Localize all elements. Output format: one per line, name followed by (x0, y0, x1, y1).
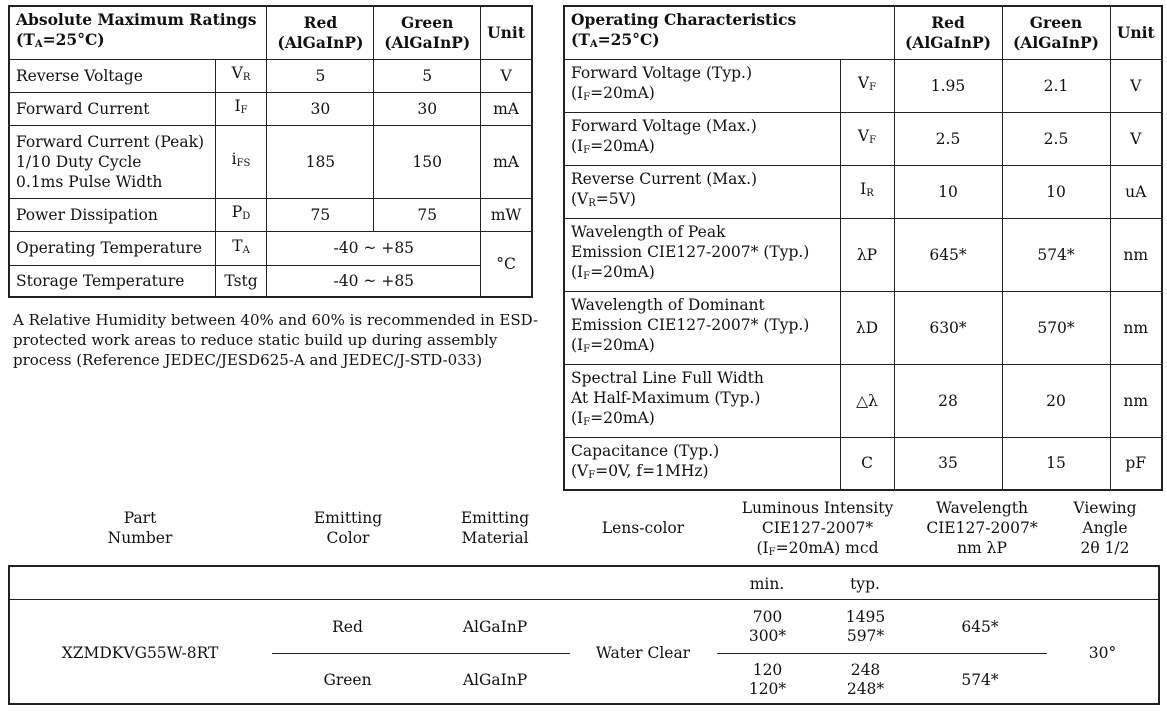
param-cell: Capacitance (Typ.) ($V_F=0V$, f=1MHz) (564, 437, 840, 490)
typ-green: 248 248* (846, 661, 885, 698)
lens-color-header: Lens-color (601, 519, 685, 537)
typ-subheader: typ. (850, 575, 880, 593)
green-value: 2.1 (1002, 59, 1110, 112)
symbol-cell: $i_{FS}$ (215, 125, 267, 198)
amr-row-operating-temperature (9, 231, 532, 265)
opc-row-vf-typ (564, 59, 1162, 112)
param-cell: Storage Temperature (9, 265, 215, 297)
symbol-cell: Tstg (215, 265, 267, 297)
color-red: Red (332, 618, 363, 636)
unit-cell: nm (1110, 218, 1162, 291)
green-value: 10 (1002, 165, 1110, 218)
amr-row-peak-current (9, 125, 532, 198)
opc-green-header: Green (AlGaInP) (1002, 6, 1110, 59)
red-value: 35 (894, 437, 1002, 490)
symbol-cell: $V_F$ (840, 59, 894, 112)
wavelength-red: 645* (961, 618, 999, 636)
viewing-angle-header: Viewing Angle 2θ 1/2 (1073, 499, 1137, 557)
unit-cell: nm (1110, 364, 1162, 437)
amr-row-storage-temperature (9, 265, 532, 297)
min-subheader: min. (749, 575, 785, 593)
viewing-angle-value: 30° (1088, 644, 1117, 662)
green-value: 2.5 (1002, 112, 1110, 165)
material-green: AlGaInP (462, 671, 528, 689)
typ-red: 1495 597* (845, 608, 886, 645)
amr-red-header: Red (AlGaInP) (267, 6, 374, 59)
part-number-value: XZMDKVG55W-8RT (61, 644, 219, 662)
lens-color-value: Water Clear (595, 644, 691, 662)
red-value: 28 (894, 364, 1002, 437)
green-value: 20 (1002, 364, 1110, 437)
green-value: 75 (374, 198, 481, 231)
red-value: 645* (894, 218, 1002, 291)
param-cell: Wavelength of Peak Emission CIE127-2007* (Typ.) $(I_F=20mA)$ (564, 218, 840, 291)
param-cell: Reverse Voltage (9, 59, 215, 92)
symbol-cell: C (840, 437, 894, 490)
opc-row-spectral-width (564, 364, 1162, 437)
row-divider (272, 653, 570, 654)
red-value: 30 (267, 92, 374, 125)
symbol-cell: $P_D$ (215, 198, 267, 231)
opc-condition: $(T_A=25^\circ C)$ (571, 30, 660, 51)
wavelength-green: 574* (961, 671, 999, 689)
param-cell: Power Dissipation (9, 198, 215, 231)
emitting-material-header: Emitting Material (460, 509, 530, 547)
param-cell: Forward Current (Peak) 1/10 Duty Cycle 0.1ms Pulse Width (9, 125, 215, 198)
red-value: 75 (267, 198, 374, 231)
symbol-cell: $V_R$ (215, 59, 267, 92)
unit-cell: mA (481, 92, 532, 125)
divider-line (8, 599, 1160, 600)
green-value: 150 (374, 125, 481, 198)
amr-title: Absolute Maximum Ratings (16, 10, 257, 30)
esd-humidity-note: A Relative Humidity between 40% and 60% is recommended in ESD-protected work areas to reduce static build up during assembly process (Reference JEDEC/JESD625-A and JEDEC/J-STD-033) (13, 311, 539, 369)
range-value: -40 ~ +85 (267, 231, 481, 265)
opc-unit-header: Unit (1110, 6, 1162, 59)
unit-cell: nm (1110, 291, 1162, 364)
green-value: 574* (1002, 218, 1110, 291)
symbol-cell: λD (840, 291, 894, 364)
unit-cell: V (1110, 112, 1162, 165)
green-value: 5 (374, 59, 481, 92)
param-cell: Reverse Current (Max.) $(V_R=5V)$ (564, 165, 840, 218)
param-cell: Operating Temperature (9, 231, 215, 265)
symbol-cell: $I_R$ (840, 165, 894, 218)
unit-cell: mW (481, 198, 532, 231)
green-value: 15 (1002, 437, 1110, 490)
amr-green-header: Green (AlGaInP) (374, 6, 481, 59)
absolute-maximum-ratings-table (8, 5, 533, 298)
red-value: 185 (267, 125, 374, 198)
range-value: -40 ~ +85 (267, 265, 481, 297)
min-red: 700 300* (748, 608, 787, 645)
red-value: 630* (894, 291, 1002, 364)
red-value: 2.5 (894, 112, 1002, 165)
amr-header-row (9, 6, 532, 59)
emitting-color-header: Emitting Color (313, 509, 383, 547)
color-green: Green (323, 671, 372, 689)
param-cell: Forward Voltage (Max.) $(I_F=20mA)$ (564, 112, 840, 165)
amr-row-forward-current (9, 92, 532, 125)
amr-title-cell (9, 6, 267, 59)
unit-cell: uA (1110, 165, 1162, 218)
amr-condition: $(T_A=25^\circ C)$ (16, 30, 105, 51)
temp-unit-cell: °C (481, 231, 532, 297)
opc-row-reverse-current (564, 165, 1162, 218)
row-divider (717, 653, 1047, 654)
red-value: 10 (894, 165, 1002, 218)
unit-cell: mA (481, 125, 532, 198)
opc-title: Operating Characteristics (571, 10, 797, 30)
symbol-cell: $I_F$ (215, 92, 267, 125)
material-red: AlGaInP (462, 618, 528, 636)
unit-cell: V (1110, 59, 1162, 112)
part-number-header: Part Number (107, 509, 173, 547)
symbol-cell: $T_A$ (215, 231, 267, 265)
wavelength-header: Wavelength CIE127-2007* nm λP (926, 499, 1038, 557)
param-cell: Forward Current (9, 92, 215, 125)
symbol-cell: λP (840, 218, 894, 291)
opc-row-dominant-wavelength (564, 291, 1162, 364)
unit-cell: V (481, 59, 532, 92)
opc-red-header: Red (AlGaInP) (894, 6, 1002, 59)
symbol-cell: $V_F$ (840, 112, 894, 165)
param-cell: Forward Voltage (Typ.) $(I_F=20mA)$ (564, 59, 840, 112)
symbol-cell: △λ (840, 364, 894, 437)
amr-row-reverse-voltage (9, 59, 532, 92)
param-cell: Wavelength of Dominant Emission CIE127-2007* (Typ.) $(I_F=20mA)$ (564, 291, 840, 364)
opc-row-peak-wavelength (564, 218, 1162, 291)
opc-row-capacitance (564, 437, 1162, 490)
red-value: 1.95 (894, 59, 1002, 112)
operating-characteristics-table (563, 5, 1163, 491)
green-value: 570* (1002, 291, 1110, 364)
opc-title-cell (564, 6, 894, 59)
amr-unit-header: Unit (481, 6, 532, 59)
param-cell: Spectral Line Full Width At Half-Maximum (Typ.) $(I_F=20mA)$ (564, 364, 840, 437)
opc-header-row (564, 6, 1162, 59)
luminous-intensity-header: Luminous Intensity CIE127-2007* $(I_F=20mA)$ mcd (741, 499, 894, 558)
min-green: 120 120* (748, 661, 787, 698)
opc-row-vf-max (564, 112, 1162, 165)
unit-cell: pF (1110, 437, 1162, 490)
red-value: 5 (267, 59, 374, 92)
amr-row-power-dissipation (9, 198, 532, 231)
green-value: 30 (374, 92, 481, 125)
